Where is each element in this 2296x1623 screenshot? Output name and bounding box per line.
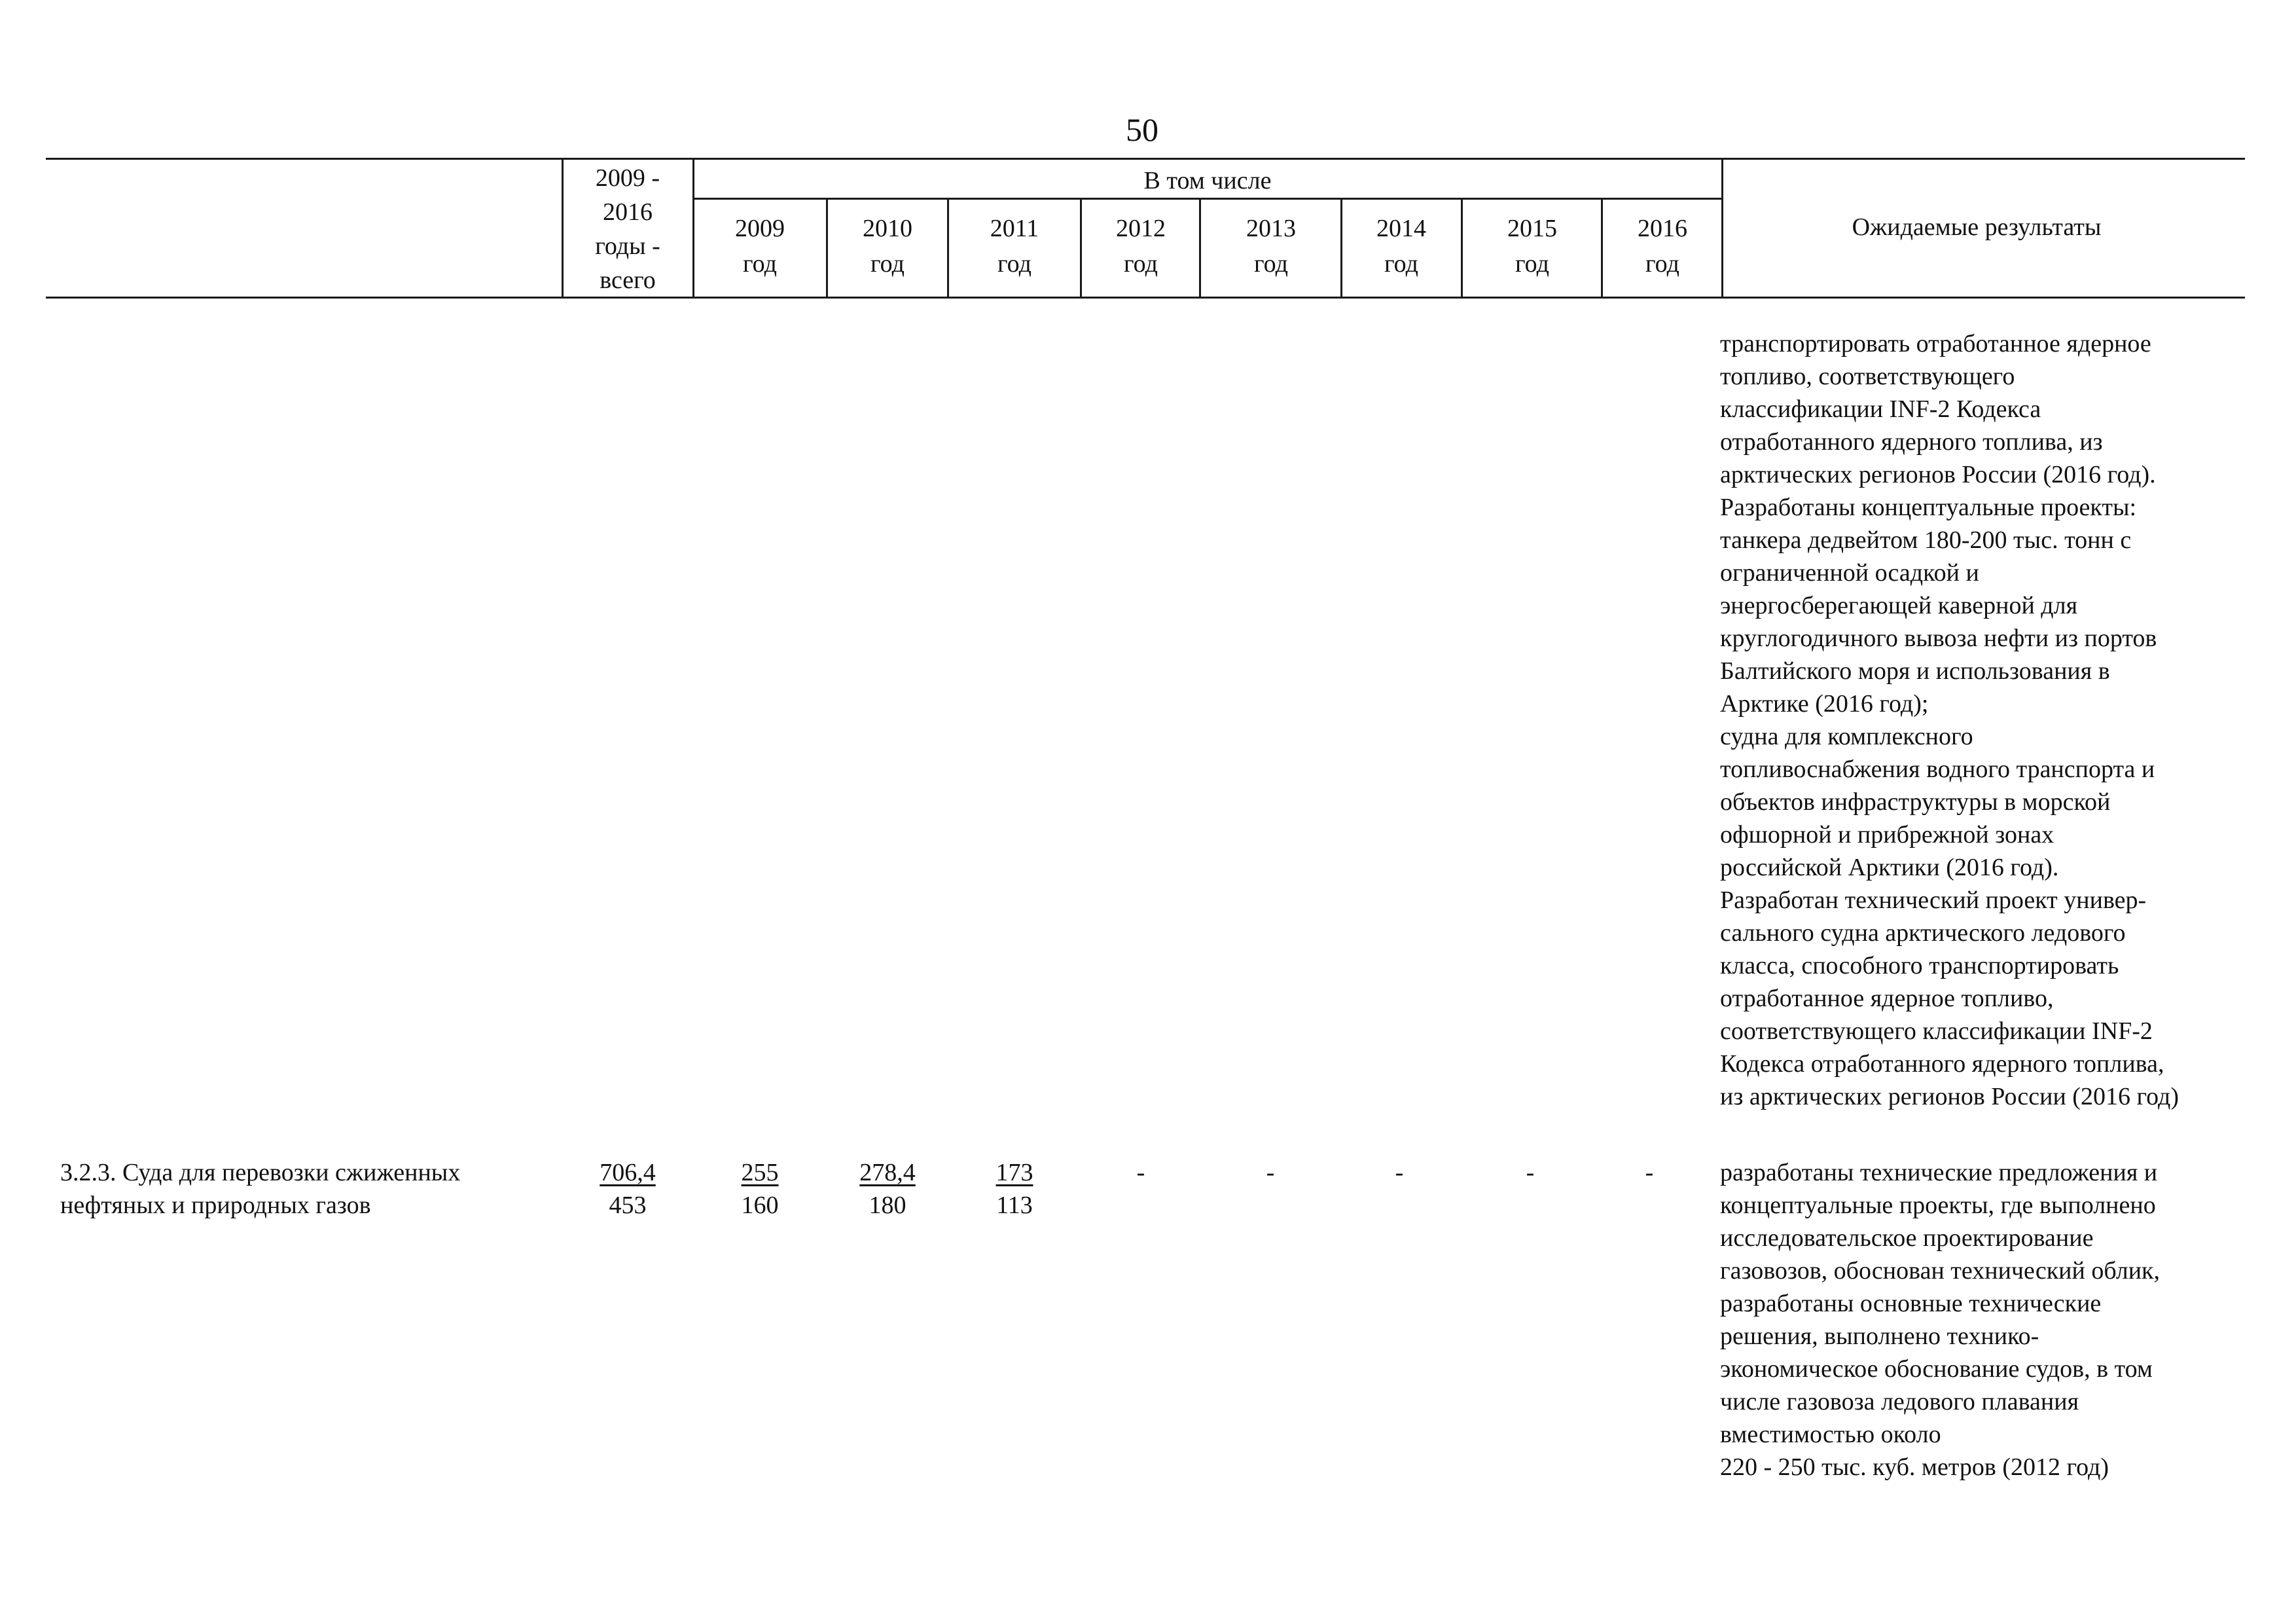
- year-unit: год: [1645, 250, 1679, 278]
- year-2013-cell: -: [1266, 1159, 1275, 1186]
- total-header-line: всего: [600, 266, 656, 294]
- year-header-2010: [829, 211, 946, 284]
- year-header-2015: [1463, 211, 1601, 284]
- year-label: 2014: [1376, 215, 1426, 242]
- total-header-line: 2009 -: [595, 164, 660, 192]
- total-header-line: годы -: [595, 232, 660, 260]
- year-label: 2013: [1246, 215, 1296, 242]
- col-divider: [1461, 198, 1463, 299]
- year-unit: год: [1515, 250, 1549, 278]
- year-header-2011: [950, 211, 1079, 284]
- year-unit: год: [1254, 250, 1288, 278]
- plan-value: 255: [741, 1159, 779, 1186]
- col-divider: [562, 158, 564, 299]
- plan-value: 173: [996, 1159, 1033, 1186]
- page-number: 50: [1126, 111, 1158, 148]
- fact-value: 113: [996, 1192, 1033, 1219]
- row-label: 3.2.3. Суда для перевозки сжиженных нефтяных и природных газов: [60, 1159, 461, 1219]
- col-divider: [1340, 198, 1342, 299]
- year-2009-cell: [695, 1156, 825, 1222]
- year-unit: год: [870, 250, 905, 278]
- year-2011-cell: [950, 1156, 1079, 1222]
- year-label: 2016: [1638, 215, 1687, 242]
- continued-results-text: транспортировать отработанное ядерное топливо, соответствующего классификации INF-2 Кодекса отработанного ядерного топлива, из арктических регионов России (2016 год). Разработаны концептуальные проекты: танкера дедвейтом 180-200 тыс. тонн с ограниченной осадкой и энергосберегающей каверной для круглогодичного вывоза нефти из портов Балтийского моря и использования в Арктике (2016 год); судна для комплексного топливоснабжения водного транспорта и объектов инфраструктуры в морской офшорной и прибрежной зонах российской Арктики (2016 год). Разработан технический проект универ- сального судна арктического ледового класса, способного транспортировать отработанное ядерное топливо, соответствующего классификации INF-2 Кодекса отработанного ядерного топлива, из арктических регионов России (2016 год): [1720, 330, 2179, 1110]
- year-2014-cell: -: [1395, 1159, 1404, 1186]
- results-header: Ожидаемые результаты: [1852, 213, 2102, 241]
- year-header-2013: [1202, 211, 1340, 284]
- year-label: 2010: [863, 215, 912, 242]
- year-unit: год: [1124, 250, 1158, 278]
- total-column-header: [564, 161, 691, 297]
- including-header: В том числе: [1143, 167, 1272, 194]
- year-2015-cell: -: [1526, 1159, 1535, 1186]
- fact-value: 160: [741, 1192, 779, 1219]
- total-cell: [564, 1156, 691, 1222]
- fact-value: 180: [869, 1192, 906, 1219]
- col-divider: [692, 158, 694, 299]
- year-header-2016: [1604, 211, 1721, 284]
- year-label: 2009: [735, 215, 785, 242]
- year-label: 2015: [1507, 215, 1557, 242]
- row-results-text: разработаны технические предложения и концептуальные проекты, где выполнено исследовательское проектирование газовозов, обоснован технический облик, разработаны основные технические решения, выполнено технико- экономическое обоснование судов, в том числе газовоза ледового плавания вместимостью около 220 - 250 тыс. куб. метров (2012 год): [1720, 1159, 2160, 1481]
- plan-value: 278,4: [859, 1159, 916, 1186]
- col-divider: [1601, 198, 1603, 299]
- fact-value: 453: [609, 1192, 647, 1219]
- year-2016-cell: -: [1645, 1159, 1654, 1186]
- year-header-2012: [1083, 211, 1199, 284]
- year-header-2009: [695, 211, 825, 284]
- year-unit: год: [1384, 250, 1418, 278]
- year-header-2014: [1343, 211, 1460, 284]
- year-label: 2011: [990, 215, 1039, 242]
- header-top-rule: [46, 158, 2245, 160]
- col-divider: [1199, 198, 1201, 299]
- col-divider: [1080, 198, 1082, 299]
- year-label: 2012: [1116, 215, 1166, 242]
- year-unit: год: [997, 250, 1031, 278]
- col-divider: [826, 198, 828, 299]
- plan-value: 706,4: [600, 1159, 656, 1186]
- total-header-line: 2016: [603, 198, 653, 226]
- col-divider: [947, 198, 949, 299]
- year-2012-cell: -: [1136, 1159, 1145, 1186]
- year-2010-cell: [829, 1156, 946, 1222]
- header-bottom-rule: [46, 297, 2245, 299]
- subheader-rule: [692, 198, 1723, 200]
- year-unit: год: [743, 250, 777, 278]
